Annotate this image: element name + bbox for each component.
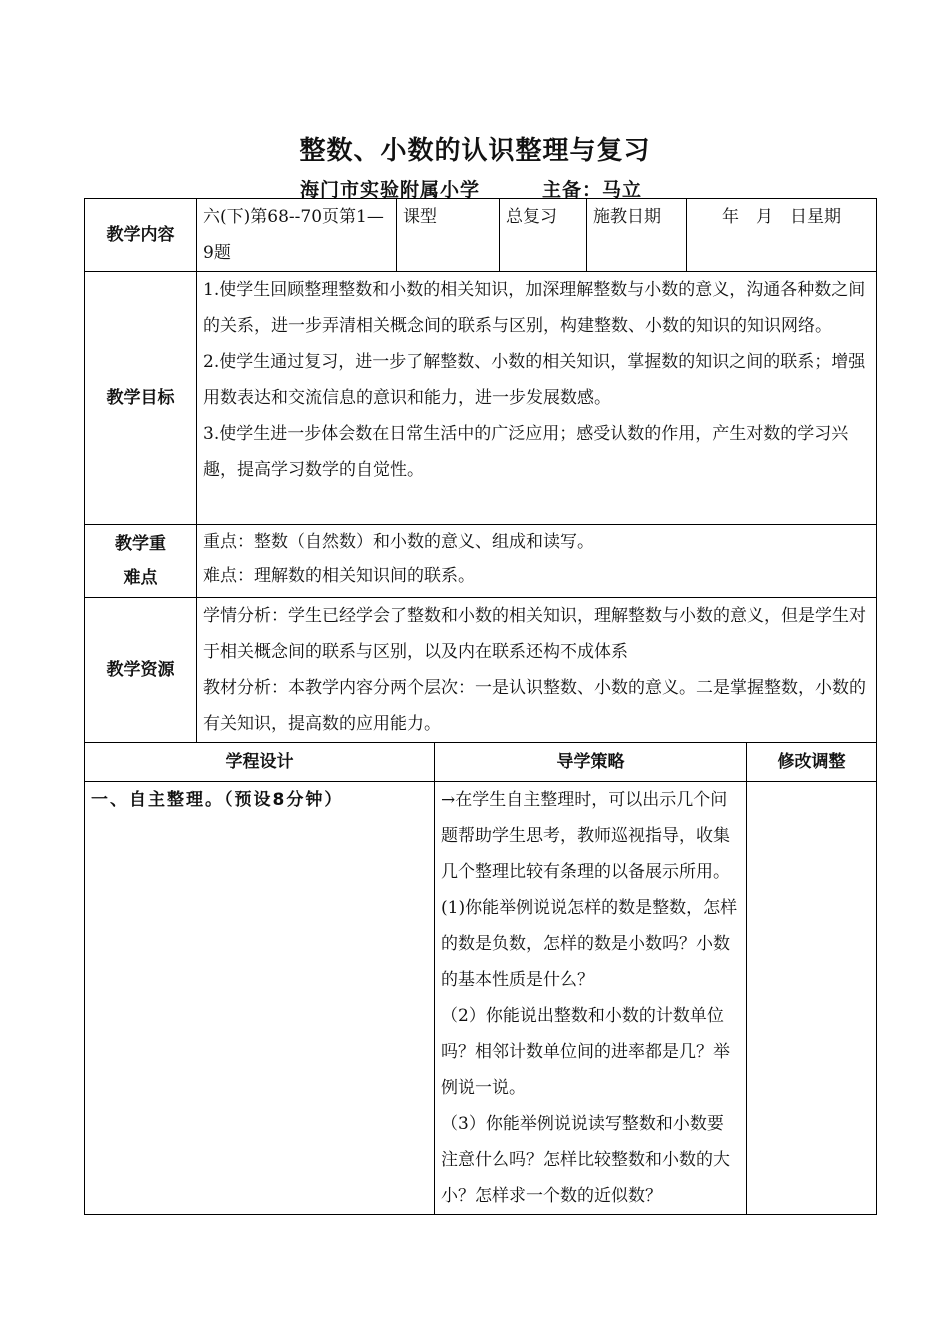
row-teaching-goals [85, 272, 877, 525]
section1-design [85, 782, 435, 1215]
strategy-paragraph: （3）你能举例说说读写整数和小数要注意什么吗？怎样比较整数和小数的大小？怎样求一个数的近似数？ [441, 1114, 730, 1206]
difficulty-point: 难点：理解数的相关知识间的联系。 [203, 566, 475, 586]
key-point: 重点：整数（自然数）和小数的意义、组成和读写。 [203, 532, 594, 552]
label-teaching-content: 教学内容 [85, 199, 197, 272]
teaching-resources-content [197, 598, 877, 743]
row-teaching-content [85, 199, 877, 272]
section1-heading: 一、自主整理。（预设8分钟） [91, 790, 344, 810]
row-column-headers [85, 743, 877, 782]
goal-item: 1.使学生回顾整理整数和小数的相关知识，加深理解整数与小数的意义，沟通各种数之间的关系，进一步弄清相关概念间的联系与区别，构建整数、小数的知识的知识网络。 [203, 280, 866, 336]
teaching-content-value: 六(下)第68--70页第1—9题 [197, 199, 397, 272]
label-teaching-date: 施教日期 [587, 199, 687, 272]
lesson-type-value: 总复习 [500, 199, 587, 272]
label-teaching-resources: 教学资源 [85, 598, 197, 743]
goal-item: 2.使学生通过复习，进一步了解整数、小数的相关知识，掌握数的知识之间的联系；增强用数表达和交流信息的意识和能力，进一步发展数感。 [203, 352, 866, 408]
teaching-date-value: 年 月 日星期 [687, 199, 877, 272]
section1-adjust [747, 782, 877, 1215]
label-key-line2: 难点 [123, 568, 158, 588]
strategy-paragraph: (1)你能举例说说怎样的数是整数，怎样的数是负数，怎样的数是小数吗？小数的基本性质是什么？ [441, 898, 738, 990]
strategy-paragraph: （2）你能说出整数和小数的计数单位吗？相邻计数单位间的进率都是几？举例说一说。 [441, 1006, 730, 1098]
lesson-plan-table [84, 198, 877, 1215]
row-section-1 [85, 782, 877, 1215]
row-teaching-resources [85, 598, 877, 743]
label-key-line1: 教学重 [115, 534, 166, 554]
teaching-goals-content [197, 272, 877, 525]
strategy-paragraph: →在学生自主整理时，可以出示几个问题帮助学生思考，教师巡视指导，收集几个整理比较有条理的以备展示所用。 [441, 790, 730, 882]
document-title: 整数、小数的认识整理与复习 [299, 136, 651, 166]
header-design: 学程设计 [85, 743, 435, 782]
label-teaching-goals: 教学目标 [85, 272, 197, 525]
textbook-analysis: 教材分析：本教学内容分两个层次：一是认识整数、小数的意义。二是掌握整数，小数的有关知识，提高数的应用能力。 [203, 678, 866, 734]
section1-strategy [435, 782, 747, 1215]
key-difficult-content [197, 525, 877, 598]
label-key-difficult [85, 525, 197, 598]
label-lesson-type: 课型 [397, 199, 500, 272]
student-analysis: 学情分析：学生已经学会了整数和小数的相关知识，理解整数与小数的意义，但是学生对于相关概念间的联系与区别，以及内在联系还构不成体系 [203, 606, 866, 662]
goal-item: 3.使学生进一步体会数在日常生活中的广泛应用；感受认数的作用，产生对数的学习兴趣，提高学习数学的自觉性。 [203, 424, 849, 480]
header-strategy: 导学策略 [435, 743, 747, 782]
school-name: 海门市实验附属小学 [300, 179, 481, 201]
row-key-difficult [85, 525, 877, 598]
preparer: 主备：马立 [542, 179, 643, 201]
header-adjust: 修改调整 [747, 743, 877, 782]
